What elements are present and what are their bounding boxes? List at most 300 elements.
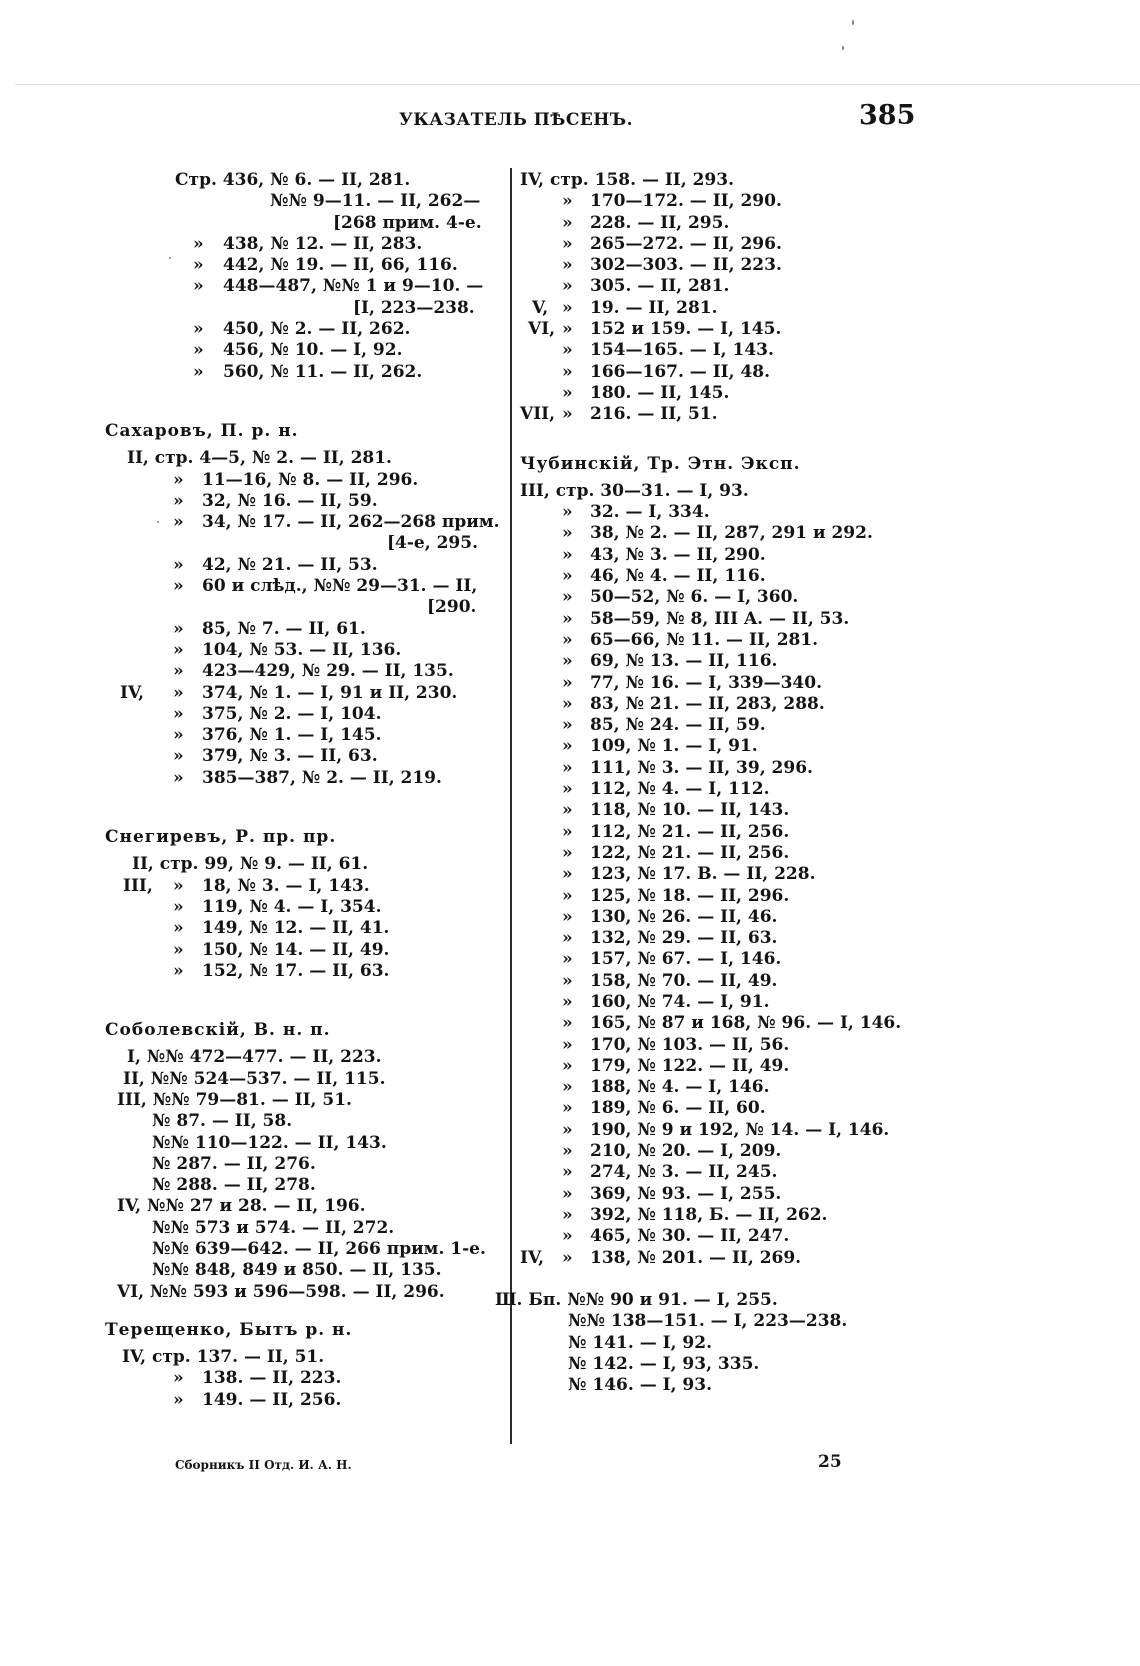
index-entry (105, 362, 505, 383)
index-entry (520, 971, 940, 992)
index-entry (105, 854, 505, 875)
index-entry (105, 961, 505, 982)
index-entry-text: 118, № 10. — II, 143. (590, 800, 790, 821)
index-entry (105, 1133, 505, 1154)
index-entry-text: III, №№ 79—81. — II, 51. (117, 1089, 352, 1110)
index-entry-text: » (562, 1119, 573, 1140)
source-heading (105, 404, 505, 448)
index-entry (520, 1035, 940, 1056)
index-entry-text: » (562, 757, 573, 778)
index-entry-text: 123, № 17. B. — II, 228. (590, 864, 816, 885)
index-entry-text: IV, №№ 27 и 28. — II, 196. (117, 1196, 366, 1217)
index-entry (105, 619, 505, 640)
index-entry (105, 1175, 505, 1196)
blank-line (105, 982, 505, 1003)
index-entry-text: VI, (528, 319, 556, 340)
index-entry (520, 191, 940, 212)
index-entry-text: 112, № 4. — I, 112. (590, 779, 770, 800)
index-entry (520, 609, 940, 630)
index-entry (520, 234, 940, 255)
index-entry-text: » (562, 821, 573, 842)
source-title: Снегиревъ, Р. пр. пр. (105, 827, 337, 848)
index-entry-text: 216. — II, 51. (590, 404, 718, 425)
index-entry-text: 180. — II, 145. (590, 382, 730, 403)
index-entry-text: » (562, 544, 573, 565)
index-entry (105, 704, 505, 725)
index-entry-text: » (173, 554, 184, 575)
index-entry-text: » (562, 1098, 573, 1119)
index-entry (105, 1260, 505, 1281)
index-entry-text: 158, № 70. — II, 49. (590, 970, 778, 991)
index-entry (520, 587, 940, 608)
index-entry-text: № 141. — I, 92. (568, 1332, 713, 1353)
index-entry-text: 85, № 7. — II, 61. (202, 618, 366, 639)
index-entry-text: II, №№ 524—537. — II, 115. (123, 1068, 386, 1089)
index-entry-text: 375, № 2. — I, 104. (202, 703, 382, 724)
index-entry-text: 154—165. — I, 143. (590, 340, 774, 361)
index-entry (520, 1248, 940, 1269)
index-entry (105, 448, 505, 469)
index-entry (105, 1196, 505, 1217)
index-entry (520, 694, 940, 715)
index-entry-text: №№ 573 и 574. — II, 272. (152, 1217, 395, 1238)
index-entry-text: 130, № 26. — II, 46. (590, 906, 778, 927)
index-entry (520, 566, 940, 587)
index-entry-text: 423—429, № 29. — II, 135. (202, 661, 454, 682)
index-entry-text: 60 и слѣд., №№ 29—31. — II, (202, 576, 478, 597)
index-entry (105, 661, 505, 682)
index-entry-text: 43, № 3. — II, 290. (590, 544, 766, 565)
blank-line (105, 789, 505, 810)
index-entry (520, 383, 940, 404)
index-entry-text: » (562, 502, 573, 523)
index-entry-text: 228. — II, 295. (590, 212, 730, 233)
index-entry-text: » (193, 340, 204, 361)
index-entry-text: » (193, 319, 204, 340)
index-entry (520, 1162, 940, 1183)
index-entry-text: 465, № 30. — II, 247. (590, 1226, 790, 1247)
index-entry-text: » (562, 340, 573, 361)
index-entry-text: » (562, 629, 573, 650)
index-entry-text: 138. — II, 223. (202, 1368, 342, 1389)
index-entry (105, 1090, 505, 1111)
index-entry-text: » (562, 608, 573, 629)
index-entry-text: » (173, 1368, 184, 1389)
index-entry-text: 32, № 16. — II, 59. (202, 490, 378, 511)
index-entry (105, 470, 505, 491)
index-entry-text: 138, № 201. — II, 269. (590, 1247, 802, 1268)
index-entry-text: » (193, 361, 204, 382)
index-entry-text: 305. — II, 281. (590, 276, 730, 297)
index-entry (105, 1239, 505, 1260)
index-entry (520, 170, 940, 191)
index-entry-text: » (562, 319, 573, 340)
index-entry-text: » (562, 779, 573, 800)
index-entry (520, 502, 940, 523)
index-entry-text: [268 прим. 4-е. (333, 212, 482, 233)
source-title: Терещенко, Бытъ р. н. (105, 1319, 353, 1340)
index-entry-text: » (173, 746, 184, 767)
index-entry-text: 166—167. — II, 48. (590, 361, 771, 382)
index-entry (105, 533, 505, 554)
index-entry (105, 1390, 505, 1411)
index-entry (520, 523, 940, 544)
index-entry-text: VI, №№ 593 и 596—598. — II, 296. (117, 1281, 445, 1302)
index-entry (520, 1098, 940, 1119)
index-entry (105, 170, 505, 191)
index-entry-text: 149, № 12. — II, 41. (202, 918, 390, 939)
index-entry (520, 864, 940, 885)
index-entry-text: » (173, 939, 184, 960)
index-entry-text: 38, № 2. — II, 287, 291 и 292. (590, 523, 873, 544)
index-entry (520, 1205, 940, 1226)
index-entry (105, 1347, 505, 1368)
index-entry-text: » (562, 233, 573, 254)
index-entry-text: №№ 138—151. — I, 223—238. (568, 1311, 848, 1332)
index-entry-text: » (173, 725, 184, 746)
index-entry-text: 85, № 24. — II, 59. (590, 715, 766, 736)
index-entry-text: 170, № 103. — II, 56. (590, 1034, 790, 1055)
index-entry-text: 65—66, № 11. — II, 281. (590, 629, 819, 650)
index-entry-text: 104, № 53. — II, 136. (202, 639, 402, 660)
index-entry (105, 1047, 505, 1068)
index-entry-text: » (562, 885, 573, 906)
index-entry-text: » (173, 639, 184, 660)
index-entry-text: » (173, 682, 184, 703)
index-entry-text: » (193, 233, 204, 254)
index-entry-text: 188, № 4. — I, 146. (590, 1077, 770, 1098)
index-entry (105, 576, 505, 597)
index-entry-text: 442, № 19. — II, 66, 116. (223, 255, 458, 276)
index-entry (105, 276, 505, 297)
index-entry-text: 69, № 13. — II, 116. (590, 651, 778, 672)
index-entry-text: 19. — II, 281. (590, 297, 718, 318)
index-entry (105, 512, 505, 533)
index-entry-text: 18, № 3. — I, 143. (202, 875, 370, 896)
index-entry (520, 715, 940, 736)
index-entry (105, 298, 505, 319)
index-entry-text: 392, № 118, Б. — II, 262. (590, 1204, 828, 1225)
index-entry-text: » (193, 276, 204, 297)
index-entry-text: » (173, 896, 184, 917)
index-entry-text: № 142. — I, 93, 335. (568, 1354, 760, 1375)
index-entry-text: » (562, 297, 573, 318)
index-entry-text: 42, № 21. — II, 53. (202, 554, 378, 575)
index-entry-text: » (173, 767, 184, 788)
index-entry-text: 179, № 122. — II, 49. (590, 1055, 790, 1076)
index-entry-text: » (173, 512, 184, 533)
blank-line (520, 1269, 940, 1290)
index-entry-text: I, №№ 472—477. — II, 223. (127, 1047, 382, 1068)
index-entry-text: » (562, 1141, 573, 1162)
index-entry-text: » (562, 842, 573, 863)
index-entry (520, 779, 940, 800)
index-entry-text: 170—172. — II, 290. (590, 191, 782, 212)
index-entry (105, 725, 505, 746)
index-entry-text: » (173, 918, 184, 939)
index-entry (520, 907, 940, 928)
index-entry-text: II, стр. 4—5, № 2. — II, 281. (127, 448, 392, 469)
running-header: УКАЗАТЕЛЬ ПѢСЕНЪ. (399, 110, 634, 130)
index-entry (105, 597, 505, 618)
index-entry (520, 992, 940, 1013)
index-entry-text: 150, № 14. — II, 49. (202, 939, 390, 960)
index-entry (520, 1311, 940, 1332)
index-entry (520, 822, 940, 843)
index-entry-text: 111, № 3. — II, 39, 296. (590, 757, 813, 778)
index-entry-text: 46, № 4. — II, 116. (590, 566, 766, 587)
index-entry-text: » (562, 382, 573, 403)
index-entry-text: III, (123, 875, 153, 896)
index-entry (520, 1077, 940, 1098)
index-entry (520, 949, 940, 970)
index-entry-text: 379, № 3. — II, 63. (202, 746, 378, 767)
index-entry (520, 298, 940, 319)
index-entry-text: » (562, 928, 573, 949)
index-column-right (495, 170, 940, 1397)
index-entry-text: » (562, 800, 573, 821)
index-entry-text: » (562, 1162, 573, 1183)
index-entry (520, 255, 940, 276)
index-entry-text: 132, № 29. — II, 63. (590, 928, 778, 949)
page-number: 385 (859, 100, 916, 131)
index-entry (105, 640, 505, 661)
index-entry-text: 149. — II, 256. (202, 1389, 342, 1410)
index-entry-text: № 87. — II, 58. (152, 1111, 293, 1132)
index-entry-text: V, (532, 297, 549, 318)
index-entry-text: » (562, 587, 573, 608)
index-entry-text: » (562, 672, 573, 693)
index-entry (105, 191, 505, 212)
index-entry (520, 1056, 940, 1077)
index-entry-text: » (562, 212, 573, 233)
index-entry-text: 32. — I, 334. (590, 502, 710, 523)
index-entry-text: » (562, 651, 573, 672)
index-entry (105, 255, 505, 276)
index-entry (520, 1226, 940, 1247)
index-entry (520, 276, 940, 297)
index-entry-text: №№ 639—642. — II, 266 прим. 1-е. (152, 1239, 486, 1260)
index-entry (105, 1368, 505, 1389)
scan-speck (169, 257, 171, 259)
footer-signature-number: 25 (818, 1452, 842, 1472)
index-entry-text: 11—16, № 8. — II, 296. (202, 469, 419, 490)
index-entry (105, 213, 505, 234)
index-entry (105, 876, 505, 897)
index-entry-text: [I, 223—238. (353, 297, 475, 318)
index-entry-text: » (562, 991, 573, 1012)
index-entry (520, 1120, 940, 1141)
scan-edge-line (15, 84, 1140, 85)
index-entry (105, 234, 505, 255)
index-entry-text: № 146. — I, 93. (568, 1375, 713, 1396)
index-entry (520, 545, 940, 566)
column-divider (510, 168, 512, 1444)
index-entry (520, 928, 940, 949)
source-heading (105, 810, 505, 854)
index-entry (105, 683, 505, 704)
index-entry-text: » (562, 276, 573, 297)
index-entry-text: №№ 110—122. — II, 143. (152, 1132, 387, 1153)
index-entry-text: 385—387, № 2. — II, 219. (202, 767, 442, 788)
index-entry (105, 1218, 505, 1239)
index-entry-text: » (173, 960, 184, 981)
index-entry-text: 438, № 12. — II, 283. (223, 233, 423, 254)
index-entry-text: » (562, 693, 573, 714)
index-entry (520, 651, 940, 672)
index-entry (520, 1375, 940, 1396)
source-heading (105, 1003, 505, 1047)
index-entry (520, 630, 940, 651)
blank-line (105, 383, 505, 404)
index-entry-text: 450, № 2. — II, 262. (223, 319, 411, 340)
index-entry-text: II, стр. 99, № 9. — II, 61. (132, 854, 369, 875)
index-entry-text: №№ 9—11. — II, 262— (270, 191, 481, 212)
index-entry-text: 274, № 3. — II, 245. (590, 1162, 778, 1183)
index-entry-text: » (173, 875, 184, 896)
index-entry (105, 319, 505, 340)
index-entry-text: » (562, 404, 573, 425)
index-entry (520, 1184, 940, 1205)
scan-speck (852, 20, 854, 25)
index-entry-text: » (193, 255, 204, 276)
index-entry (105, 1154, 505, 1175)
index-entry (520, 758, 940, 779)
index-entry (105, 746, 505, 767)
index-entry (520, 340, 940, 361)
index-entry-text: » (562, 1013, 573, 1034)
index-entry-text: Стр. 436, № 6. — II, 281. (175, 170, 411, 190)
index-entry-text: » (173, 661, 184, 682)
index-entry-text: 265—272. — II, 296. (590, 233, 782, 254)
index-entry (105, 1069, 505, 1090)
index-entry-text: 77, № 16. — I, 339—340. (590, 672, 822, 693)
index-entry-text: 83, № 21. — II, 283, 288. (590, 693, 825, 714)
index-entry-text: 456, № 10. — I, 92. (223, 340, 403, 361)
index-entry-text: » (562, 1226, 573, 1247)
index-entry-text: 122, № 21. — II, 256. (590, 842, 790, 863)
index-entry-text: IV, стр. 137. — II, 51. (122, 1346, 325, 1367)
index-entry (520, 800, 940, 821)
index-entry (520, 362, 940, 383)
index-entry (520, 481, 940, 502)
index-entry-text: 448—487, №№ 1 и 9—10. — (223, 276, 484, 297)
index-entry-text: 112, № 21. — II, 256. (590, 821, 790, 842)
index-entry-text: 119, № 4. — I, 354. (202, 896, 382, 917)
source-title: Чубинскій, Тр. Этн. Эксп. (520, 453, 801, 474)
index-entry (520, 673, 940, 694)
source-heading (520, 447, 940, 481)
index-entry-text: » (173, 469, 184, 490)
source-heading (105, 1303, 505, 1347)
blank-line (520, 426, 940, 447)
index-entry-text: » (173, 490, 184, 511)
index-entry (105, 897, 505, 918)
index-entry-text: 302—303. — II, 223. (590, 255, 782, 276)
scan-speck (842, 46, 844, 50)
index-entry-text: 376, № 1. — I, 145. (202, 725, 382, 746)
index-entry-text: » (173, 618, 184, 639)
index-entry (105, 918, 505, 939)
index-entry-text: 125, № 18. — II, 296. (590, 885, 790, 906)
index-entry-text: №№ 848, 849 и 850. — II, 135. (152, 1260, 442, 1281)
index-entry-text: 50—52, № 6. — I, 360. (590, 587, 799, 608)
index-entry-text: 160, № 74. — I, 91. (590, 991, 770, 1012)
index-entry (520, 1141, 940, 1162)
index-entry-text: » (562, 1247, 573, 1268)
index-entry-text: III, стр. 30—31. — I, 93. (520, 480, 749, 501)
index-entry (520, 1354, 940, 1375)
index-entry-text: » (173, 576, 184, 597)
index-entry-text: 34, № 17. — II, 262—268 прим. (202, 512, 500, 533)
index-entry (520, 886, 940, 907)
index-entry-text: » (562, 1055, 573, 1076)
index-entry-text: » (562, 970, 573, 991)
index-entry-text: » (562, 191, 573, 212)
index-entry (105, 940, 505, 961)
index-entry (105, 1111, 505, 1132)
source-title: Соболевскій, В. н. п. (105, 1020, 331, 1041)
index-entry-text: » (562, 523, 573, 544)
index-entry-text: » (562, 949, 573, 970)
index-entry-text: 109, № 1. — I, 91. (590, 736, 758, 757)
index-entry (520, 213, 940, 234)
index-entry-text: Ш. Бп. №№ 90 и 91. — I, 255. (495, 1290, 778, 1311)
index-entry-text: » (173, 1389, 184, 1410)
index-entry-text: 374, № 1. — I, 91 и II, 230. (202, 682, 458, 703)
index-entry-text: 152 и 159. — I, 145. (590, 319, 782, 340)
index-column-left (105, 170, 505, 1411)
footer-signature: Сборникъ II Отд. И. А. Н. (175, 1458, 352, 1472)
index-entry-text: IV, стр. 158. — II, 293. (520, 170, 735, 190)
index-entry-text: IV, (120, 682, 145, 703)
index-entry-text: 369, № 93. — I, 255. (590, 1183, 782, 1204)
index-entry-text: № 288. — II, 278. (152, 1175, 316, 1196)
index-entry (520, 736, 940, 757)
index-entry-text: 152, № 17. — II, 63. (202, 960, 390, 981)
index-entry-text: » (562, 1204, 573, 1225)
index-entry-text: 190, № 9 и 192, № 14. — I, 146. (590, 1119, 890, 1140)
index-entry-text: » (562, 255, 573, 276)
index-entry-text: » (562, 1183, 573, 1204)
index-entry-text: 165, № 87 и 168, № 96. — I, 146. (590, 1013, 902, 1034)
index-entry-text: 157, № 67. — I, 146. (590, 949, 782, 970)
index-entry-text: » (562, 736, 573, 757)
index-entry (495, 1290, 940, 1311)
index-entry-text: VII, (520, 404, 556, 425)
index-entry-text: [290. (427, 597, 477, 618)
index-entry-text: 58—59, № 8, III A. — II, 53. (590, 608, 850, 629)
index-entry (520, 404, 940, 425)
index-entry-text: » (173, 703, 184, 724)
index-entry (105, 1282, 505, 1303)
index-entry-text: » (562, 906, 573, 927)
index-entry (520, 1333, 940, 1354)
index-entry (105, 491, 505, 512)
index-entry (105, 340, 505, 361)
index-entry-text: » (562, 361, 573, 382)
index-entry (520, 319, 940, 340)
index-entry-text: 210, № 20. — I, 209. (590, 1141, 782, 1162)
index-entry (105, 555, 505, 576)
source-title: Сахаровъ, П. р. н. (105, 421, 299, 442)
index-entry-text: » (562, 864, 573, 885)
index-entry (105, 768, 505, 789)
index-entry-text: » (562, 715, 573, 736)
index-entry-text: № 287. — II, 276. (152, 1153, 316, 1174)
index-entry-text: » (562, 1034, 573, 1055)
index-entry-text: IV, (520, 1247, 545, 1268)
